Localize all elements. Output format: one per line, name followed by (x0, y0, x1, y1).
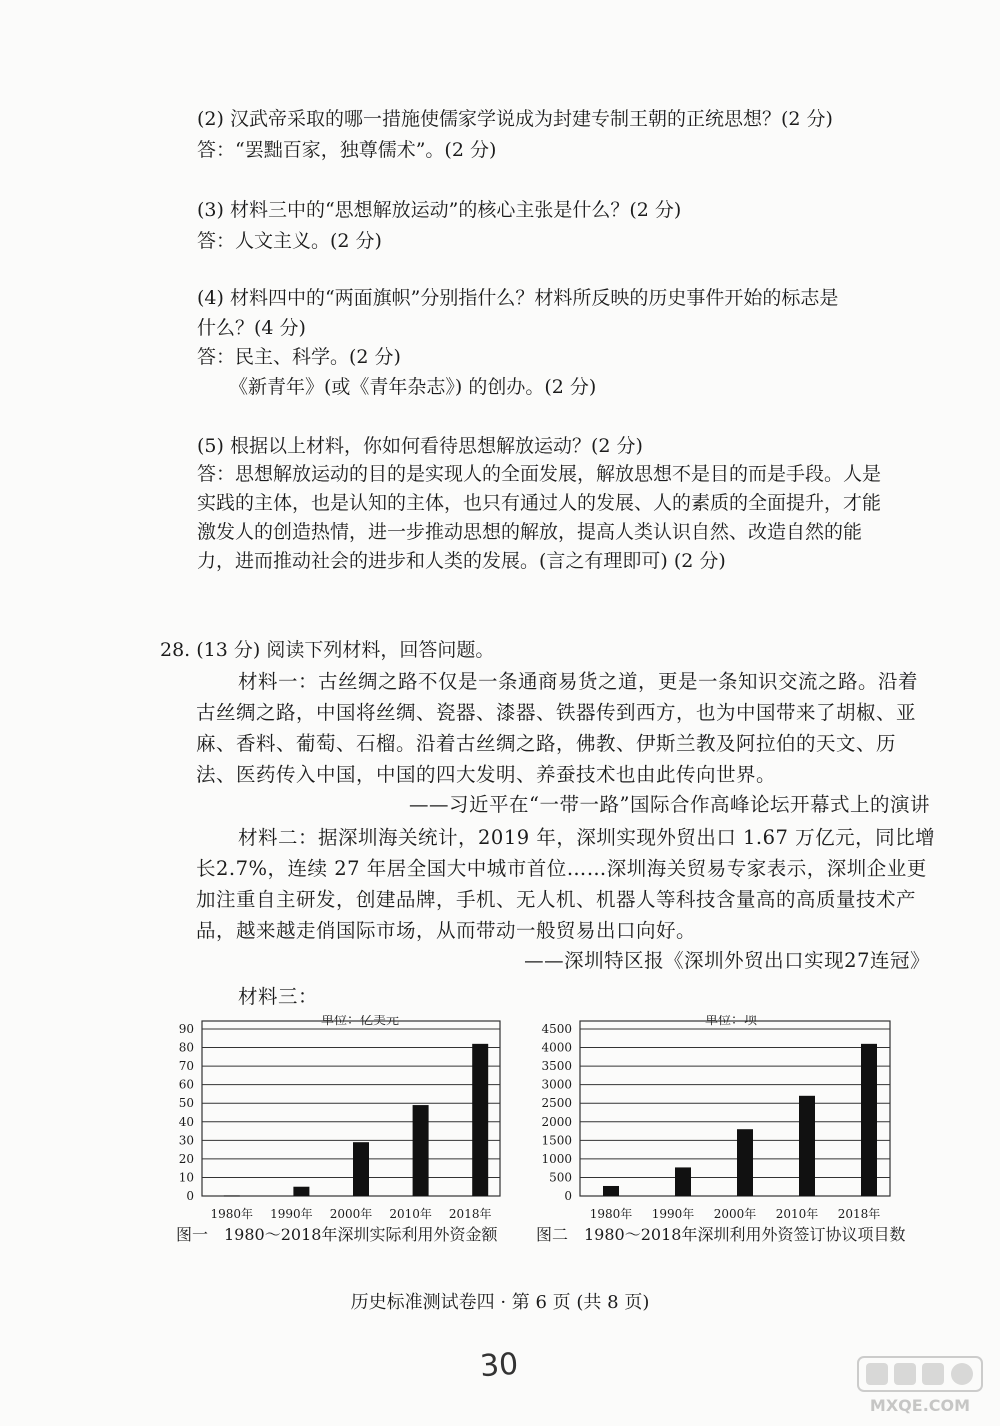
y-tick-label: 1000 (541, 1151, 572, 1166)
bar-2010年 (799, 1096, 815, 1196)
y-tick-label: 2000 (541, 1114, 572, 1129)
material-1-source: ——习近平在“一带一路”国际合作高峰论坛开幕式上的演讲 (409, 793, 930, 816)
material-1-line-2: 古丝绸之路，中国将丝绸、瓷器、漆器、铁器传到西方，也为中国带来了胡椒、亚 (196, 701, 917, 724)
y-tick-label: 60 (178, 1077, 194, 1092)
chart-foreign-capital-amount (160, 1015, 510, 1224)
bar-2010年 (413, 1105, 429, 1196)
question-3: (3) 材料三中的“思想解放运动”的核心主张是什么？(2 分) (197, 199, 682, 221)
svg-text:MXQE.COM: MXQE.COM (869, 1396, 971, 1415)
bar-1990年 (293, 1187, 309, 1196)
chart-foreign-agreement-count (530, 1015, 900, 1224)
answer-5-line-2: 实践的主体，也是认知的主体，也只有通过人的发展、人的素质的全面提升，才能 (197, 492, 882, 514)
bar-2018年 (861, 1044, 877, 1196)
y-tick-label: 50 (178, 1096, 194, 1111)
question-28-heading: 28. (13 分) 阅读下列材料，回答问题。 (160, 639, 495, 661)
bar-1980年 (224, 1195, 240, 1196)
y-tick-label: 20 (178, 1151, 194, 1166)
x-tick-label: 1980年 (210, 1207, 254, 1220)
handwritten-page-number: 30 (478, 1346, 520, 1385)
material-2-line-3: 加注重自主研发，创建品牌，手机、无人机、机器人等科技含量高的高质量技术产 (196, 888, 917, 911)
watermark-logo (856, 1355, 984, 1417)
x-tick-label: 2000年 (713, 1207, 757, 1220)
material-2-line-2: 长2.7%，连续 27 年居全国大中城市首位……深圳海关贸易专家表示，深圳企业更 (196, 857, 927, 880)
y-tick-label: 3000 (541, 1077, 572, 1092)
y-tick-label: 40 (178, 1114, 194, 1129)
y-tick-label: 80 (178, 1040, 194, 1055)
chart-2-svg (530, 1015, 900, 1220)
bar-2018年 (472, 1044, 488, 1196)
bar-2000年 (353, 1142, 369, 1196)
answer-4-line-2: 《新青年》(或《青年杂志》) 的创办。(2 分) (229, 376, 597, 398)
y-tick-label: 30 (178, 1133, 194, 1148)
chart-2-caption: 图二 1980～2018年深圳利用外资签订协议项目数 (536, 1225, 906, 1244)
y-tick-label: 90 (178, 1022, 194, 1036)
material-2-line-1: 材料二：据深圳海关统计，2019 年，深圳实现外贸出口 1.67 万亿元，同比增 (238, 826, 936, 849)
chart-1-caption: 图一 1980～2018年深圳实际利用外资金额 (176, 1225, 498, 1244)
question-4-line-1: (4) 材料四中的“两面旗帜”分别指什么？材料所反映的历史事件开始的标志是 (197, 287, 839, 309)
bar-2000年 (737, 1129, 753, 1196)
y-tick-label: 2500 (541, 1096, 572, 1111)
x-tick-label: 2018年 (448, 1207, 492, 1220)
question-2: (2) 汉武帝采取的哪一措施使儒家学说成为封建专制王朝的正统思想？(2 分) (197, 108, 833, 130)
chart-title: 单位：项 (705, 1015, 758, 1028)
answer-5-line-1: 答：思想解放运动的目的是实现人的全面发展，解放思想不是目的而是手段。人是 (197, 463, 882, 485)
answer-4-line-1: 答：民主、科学。(2 分) (197, 346, 401, 368)
material-2-source: ——深圳特区报《深圳外贸出口实现27连冠》 (524, 949, 930, 972)
x-tick-label: 2010年 (389, 1207, 432, 1220)
x-tick-label: 2018年 (837, 1207, 881, 1220)
answer-2: 答：“罢黜百家，独尊儒术”。(2 分) (197, 139, 497, 161)
x-tick-label: 1990年 (651, 1207, 695, 1220)
page-footer: 历史标准测试卷四 · 第 6 页 (共 8 页) (350, 1292, 650, 1313)
material-3-label: 材料三： (238, 985, 319, 1008)
y-tick-label: 1500 (541, 1133, 572, 1148)
x-tick-label: 2000年 (329, 1207, 373, 1220)
y-tick-label: 4000 (541, 1040, 572, 1055)
question-5: (5) 根据以上材料，你如何看待思想解放运动？(2 分) (197, 435, 643, 457)
answer-5-line-4: 力，进而推动社会的进步和人类的发展。(言之有理即可) (2 分) (197, 550, 726, 572)
x-tick-label: 2010年 (775, 1207, 819, 1220)
question-4-line-2: 什么？(4 分) (197, 317, 306, 339)
x-tick-label: 1990年 (270, 1207, 313, 1220)
y-tick-label: 3500 (541, 1059, 572, 1074)
answer-5-line-3: 激发人的创造热情，进一步推动思想的解放，提高人类认识自然、改造自然的能 (197, 521, 863, 543)
material-1-line-4: 法、医药传入中国，中国的四大发明、养蚕技术也由此传向世界。 (196, 763, 777, 786)
bar-1980年 (603, 1186, 619, 1196)
material-1-line-1: 材料一：古丝绸之路不仅是一条通商易货之道，更是一条知识交流之路。沿着 (238, 670, 919, 693)
material-2-line-4: 品，越来越走俏国际市场，从而带动一般贸易出口向好。 (196, 919, 697, 942)
y-tick-label: 10 (178, 1170, 194, 1185)
x-tick-label: 1980年 (589, 1207, 633, 1220)
y-tick-label: 500 (549, 1170, 572, 1185)
y-tick-label: 70 (178, 1059, 194, 1074)
bar-1990年 (675, 1167, 691, 1196)
y-tick-label: 0 (564, 1189, 572, 1203)
chart-1-svg (160, 1015, 510, 1220)
answer-3: 答：人文主义。(2 分) (197, 230, 382, 252)
y-tick-label: 0 (186, 1189, 194, 1203)
chart-title: 单位：亿美元 (321, 1015, 400, 1028)
y-tick-label: 4500 (541, 1022, 572, 1036)
material-1-line-3: 麻、香料、葡萄、石榴。沿着古丝绸之路，佛教、伊斯兰教及阿拉伯的天文、历 (196, 732, 897, 755)
